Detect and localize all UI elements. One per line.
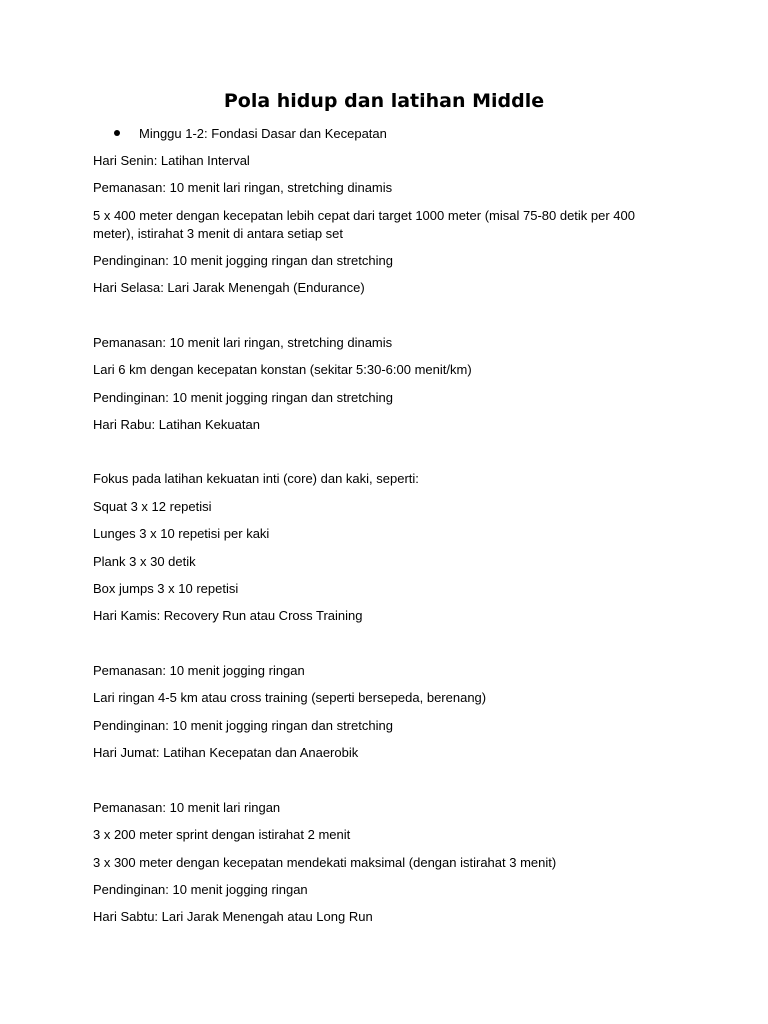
paragraph-line: Fokus pada latihan kekuatan inti (core) dan kaki, seperti: (93, 471, 419, 486)
bullet-item (114, 124, 387, 144)
paragraph-line: Box jumps 3 x 10 repetisi (93, 581, 239, 596)
paragraph-line: Lari 6 km dengan kecepatan konstan (sekitar 5:30-6:00 menit/km) (93, 362, 472, 377)
paragraph-line: Pemanasan: 10 menit lari ringan (93, 800, 281, 815)
day-heading-thursday: Hari Kamis: Recovery Run atau Cross Training (93, 608, 363, 623)
paragraph-line: Lari ringan 4-5 km atau cross training (seperti bersepeda, berenang) (93, 690, 487, 705)
day-heading-saturday: Hari Sabtu: Lari Jarak Menengah atau Long Run (93, 909, 373, 924)
day-heading-tuesday: Hari Selasa: Lari Jarak Menengah (Endurance) (93, 280, 365, 295)
day-heading-wednesday: Hari Rabu: Latihan Kekuatan (93, 417, 260, 432)
paragraph-line: 5 x 400 meter dengan kecepatan lebih cepat dari target 1000 meter (misal 75-80 detik per 400 meter), istirahat 3 menit di antara setiap set (93, 208, 636, 241)
paragraph-line: Squat 3 x 12 repetisi (93, 499, 212, 514)
bullet-dot-icon (114, 130, 120, 136)
day-heading-monday: Hari Senin: Latihan Interval (93, 153, 250, 168)
paragraph-line: Pendinginan: 10 menit jogging ringan (93, 882, 308, 897)
paragraph-line: Lunges 3 x 10 repetisi per kaki (93, 526, 270, 541)
day-heading-friday: Hari Jumat: Latihan Kecepatan dan Anaerobik (93, 745, 359, 760)
bullet-text: Minggu 1-2: Fondasi Dasar dan Kecepatan (139, 126, 387, 141)
paragraph-line: Pemanasan: 10 menit lari ringan, stretching dinamis (93, 335, 393, 350)
paragraph-line: 3 x 200 meter sprint dengan istirahat 2 menit (93, 827, 351, 842)
paragraph-line: Pemanasan: 10 menit jogging ringan (93, 663, 305, 678)
paragraph-line: Pendinginan: 10 menit jogging ringan dan stretching (93, 718, 393, 733)
paragraph-line: Pendinginan: 10 menit jogging ringan dan stretching (93, 390, 393, 405)
paragraph-line: 3 x 300 meter dengan kecepatan mendekati maksimal (dengan istirahat 3 menit) (93, 855, 557, 870)
paragraph-line: Pendinginan: 10 menit jogging ringan dan stretching (93, 253, 393, 268)
document-title: Pola hidup dan latihan Middle (223, 90, 545, 112)
paragraph-line: Plank 3 x 30 detik (93, 554, 196, 569)
paragraph-line: Pemanasan: 10 menit lari ringan, stretching dinamis (93, 180, 393, 195)
